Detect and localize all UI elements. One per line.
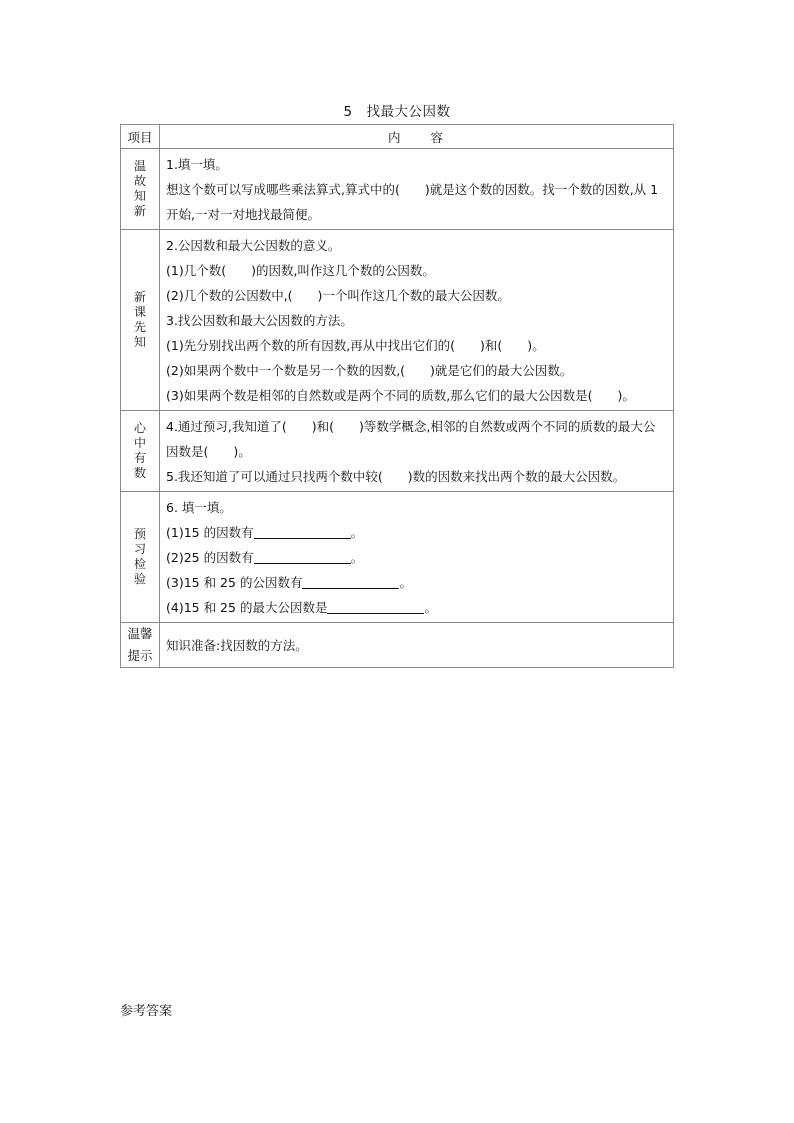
- text-line: 3.找公因数和最大公因数的方法。: [166, 313, 353, 328]
- header-content: 内 容: [160, 125, 674, 149]
- section-preview-check: [121, 492, 674, 623]
- header-item: 项目: [121, 125, 160, 149]
- table-header-row: [121, 125, 674, 149]
- answer-key-heading: 参考答案: [120, 1004, 173, 1019]
- text-line: 5.我还知道了可以通过只找两个数中较( )数的因数来找出两个数的最大公因数。: [166, 469, 626, 484]
- section-label-review: 温 故 知 新: [121, 149, 160, 230]
- section-body-preview-check: [160, 492, 674, 623]
- text-line: 知识准备:找因数的方法。: [166, 638, 308, 653]
- fill-line: (4)15 和 25 的最大公因数是 。: [166, 600, 437, 615]
- text-line: (3)如果两个数是相邻的自然数或是两个不同的质数,那么它们的最大公因数是( )。: [166, 388, 635, 403]
- section-body-review: [160, 149, 674, 230]
- text-line: (1)先分别找出两个数的所有因数,再从中找出它们的( )和( )。: [166, 338, 545, 353]
- section-body-new-lesson: [160, 230, 674, 411]
- section-new-lesson: [121, 230, 674, 411]
- text-line: 6. 填一填。: [166, 500, 232, 515]
- section-tips: [121, 623, 674, 668]
- lesson-number: 5: [343, 104, 353, 120]
- page-title: [0, 100, 794, 120]
- section-label-new-lesson: 新 课 先 知: [121, 230, 160, 411]
- fill-line: (2)25 的因数有 。: [166, 550, 364, 565]
- section-label-tips: 温馨 提示: [121, 623, 160, 668]
- answer-blank[interactable]: [254, 549, 351, 564]
- section-body-tips: [160, 623, 674, 668]
- answer-blank[interactable]: [327, 599, 424, 614]
- text-line: (1)几个数( )的因数,叫作这几个数的公因数。: [166, 263, 435, 278]
- fill-line: (1)15 的因数有 。: [166, 525, 364, 540]
- text-line: 2.公因数和最大公因数的意义。: [166, 238, 341, 253]
- fill-line: (3)15 和 25 的公因数有 。: [166, 575, 412, 590]
- text-line: (2)几个数的公因数中,( )一个叫作这几个数的最大公因数。: [166, 288, 510, 303]
- answer-blank[interactable]: [254, 524, 351, 539]
- lesson-table: [120, 124, 674, 668]
- section-body-summary: [160, 411, 674, 492]
- text-line: 1.填一填。: [166, 157, 228, 172]
- text-line: 4.通过预习,我知道了( )和( )等数学概念,相邻的自然数或两个不同的质数的最大公因数是( )。: [166, 419, 656, 459]
- section-summary: [121, 411, 674, 492]
- lesson-title: 找最大公因数: [366, 104, 451, 120]
- answer-blank[interactable]: [302, 574, 399, 589]
- section-review: [121, 149, 674, 230]
- section-label-summary: 心 中 有 数: [121, 411, 160, 492]
- text-line: 想这个数可以写成哪些乘法算式,算式中的( )就是这个数的因数。找一个数的因数,从 1 开始,一对一对地找最简便。: [166, 182, 659, 222]
- section-label-preview-check: 预 习 检 验: [121, 492, 160, 623]
- text-line: (2)如果两个数中一个数是另一个数的因数,( )就是它们的最大公因数。: [166, 363, 573, 378]
